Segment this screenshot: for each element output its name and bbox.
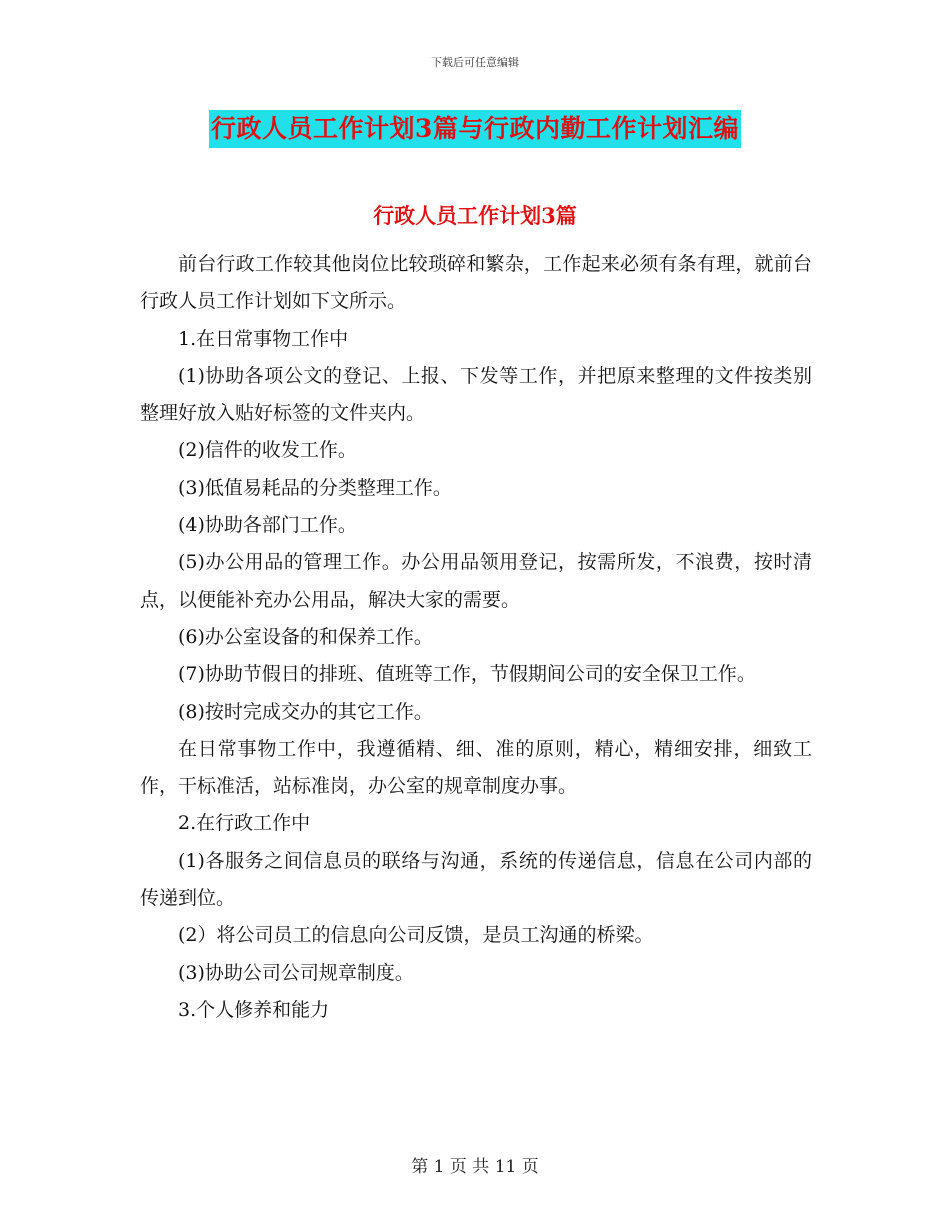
paragraph: (2）将公司员工的信息向公司反馈，是员工沟通的桥梁。 xyxy=(178,924,654,947)
paragraph: (3)低值易耗品的分类整理工作。 xyxy=(178,476,452,499)
paragraph: (6)办公室设备的和保养工作。 xyxy=(178,625,433,648)
main-title: 行政人员工作计划3篇与行政内勤工作计划汇编 xyxy=(209,110,741,148)
paragraph: 前台行政工作较其他岗位比较琐碎和繁杂，工作起来必须有条有理，就前台行政人员工作计划如下文所示。 xyxy=(140,253,812,313)
paragraph: (1)协助各项公文的登记、上报、下发等工作，并把原来整理的文件按类别整理好放入贴好标签的文件夹内。 xyxy=(140,364,812,425)
section-title: 行政人员工作计划3篇 xyxy=(373,203,577,228)
header-note: 下载后可任意编辑 xyxy=(431,56,519,69)
paragraph: (5)办公用品的管理工作。办公用品领用登记，按需所发，不浪费，按时清点，以便能补充办公用品，解决大家的需要。 xyxy=(140,551,812,611)
paragraph: (2)信件的收发工作。 xyxy=(178,439,357,462)
main-title-wrapper xyxy=(0,110,950,148)
page-footer: 第 1 页 共 11 页 xyxy=(411,1157,539,1177)
paragraph: (1)各服务之间信息员的联络与沟通，系统的传递信息，信息在公司内部的传递到位。 xyxy=(140,849,812,910)
paragraph: (3)协助公司公司规章制度。 xyxy=(178,961,414,984)
paragraph: 1.在日常事物工作中 xyxy=(178,327,349,350)
paragraph: 3.个人修养和能力 xyxy=(178,998,330,1021)
paragraph: (8)按时完成交办的其它工作。 xyxy=(178,700,433,723)
paragraph: 在日常事物工作中，我遵循精、细、准的原则，精心，精细安排，细致工作，干标准活，站标准岗，办公室的规章制度办事。 xyxy=(140,737,812,798)
body-text xyxy=(140,246,812,1029)
paragraph: 2.在行政工作中 xyxy=(178,812,311,835)
paragraph: (4)协助各部门工作。 xyxy=(178,514,357,537)
paragraph: (7)协助节假日的排班、值班等工作，节假期间公司的安全保卫工作。 xyxy=(178,663,756,686)
